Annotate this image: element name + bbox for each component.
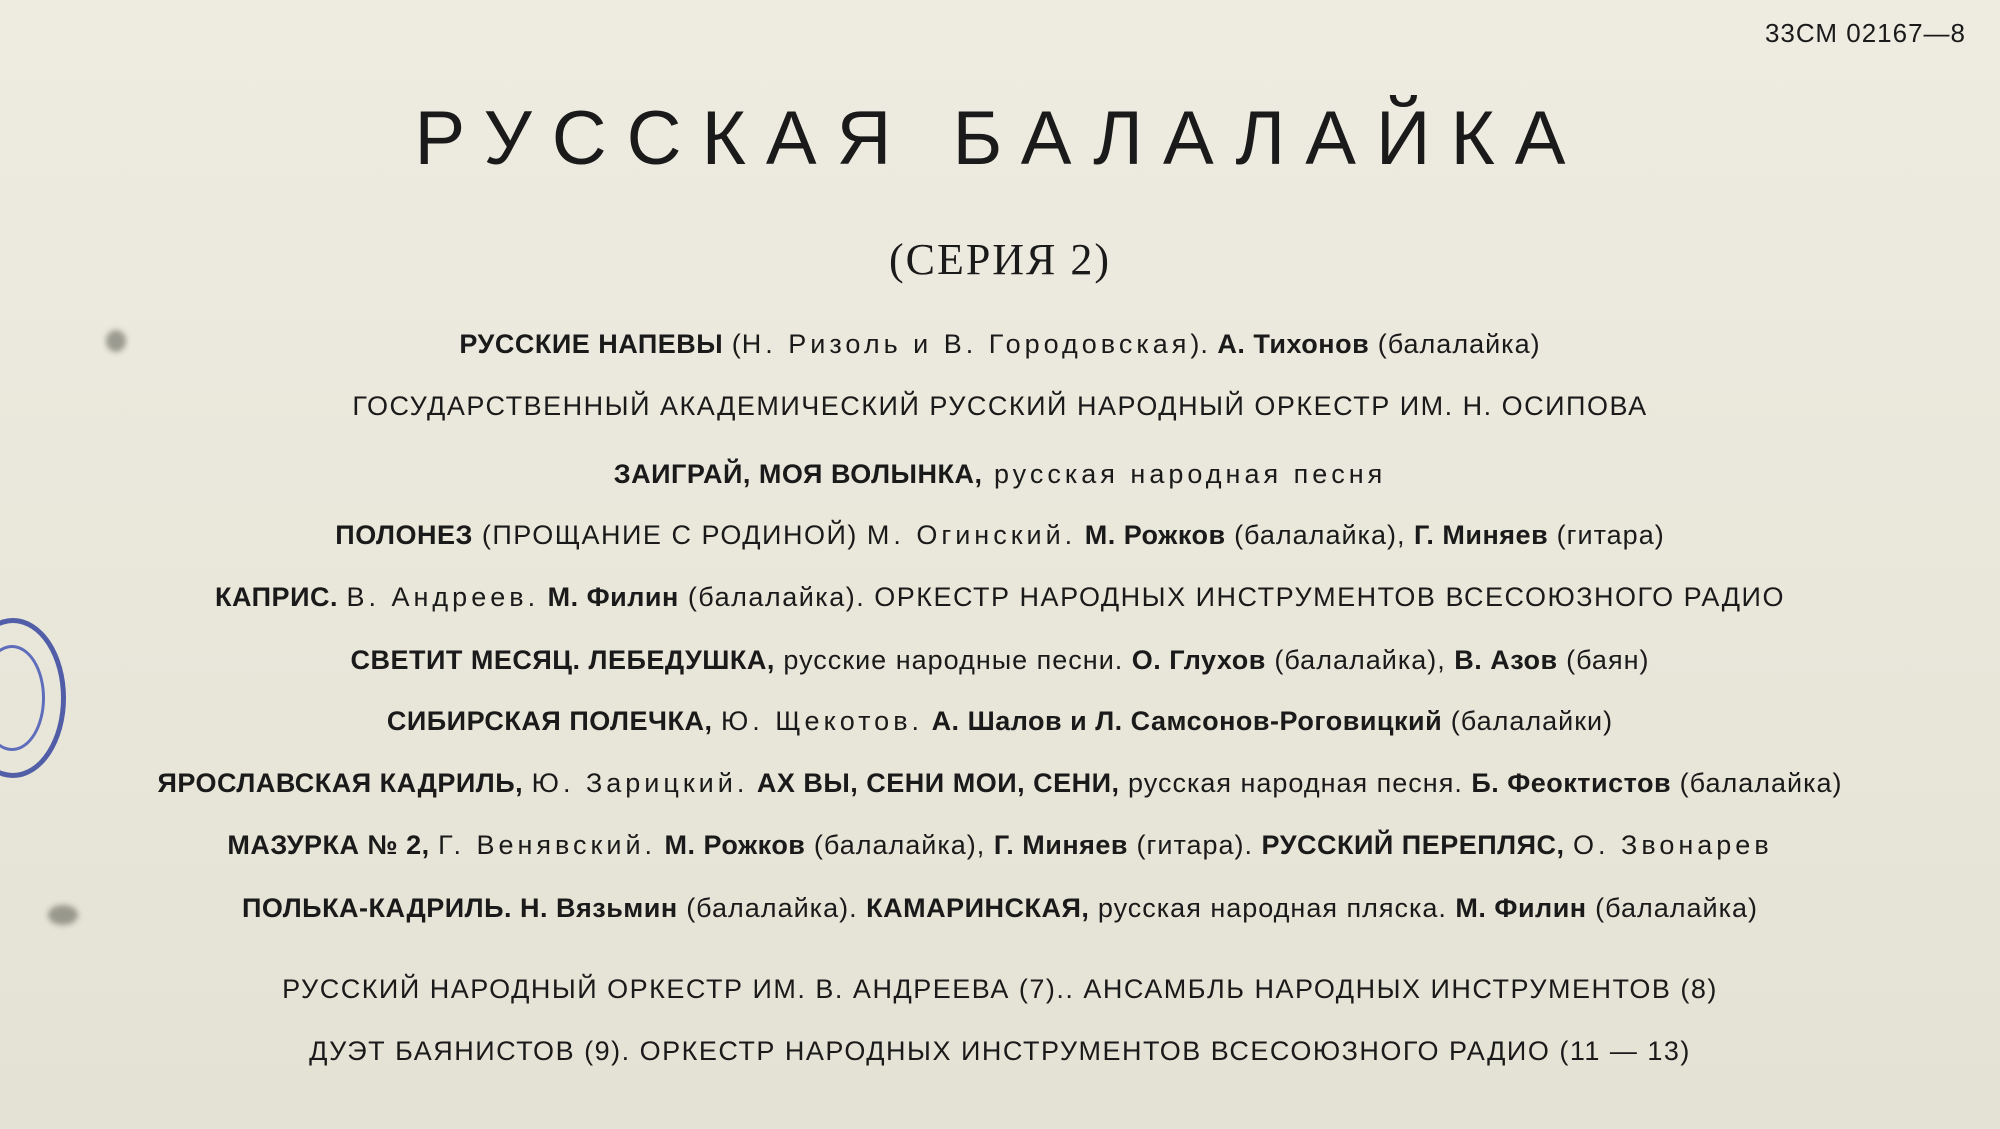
performer: М. Рожков [1084, 520, 1226, 550]
instrument: (баян) [1557, 645, 1650, 675]
genre: русская народная песня. [1119, 768, 1472, 798]
track-title: КАМАРИНСКАЯ, [866, 893, 1090, 923]
ensemble-credits: ДУЭТ БАЯНИСТОВ (9). ОРКЕСТР НАРОДНЫХ ИНСТРУМЕНТОВ ВСЕСОЮЗНОГО РАДИО (11 — 13) [309, 1036, 1691, 1066]
track-subtitle: (ПРОЩАНИЕ С РОДИНОЙ) [472, 520, 867, 550]
text-fragment [338, 582, 347, 612]
album-title: РУССКАЯ БАЛАЛАЙКА [414, 96, 1586, 181]
text-fragment [748, 768, 757, 798]
track-title: ПОЛЬКА-КАДРИЛЬ. Н. Вязьмин [241, 893, 678, 923]
performer: М. Рожков [664, 830, 806, 860]
performer: М. Филин [547, 582, 679, 612]
text-fragment [1564, 830, 1573, 860]
track-title: МАЗУРКА № 2, [227, 830, 430, 860]
album-subtitle: (СЕРИЯ 2) [888, 235, 1112, 284]
catalog-number: 33СМ 02167—8 [1764, 18, 1966, 48]
track-line-10 [0, 893, 2000, 924]
instrument: (балалайка), [805, 830, 994, 860]
composer: Г. Венявский. [438, 830, 657, 860]
instrument: (балалайка) [1369, 329, 1541, 359]
performer: А. Шалов и Л. Самсонов-Роговицкий [931, 706, 1443, 736]
instrument: (гитара). [1128, 830, 1262, 860]
composer: О. Звонарев [1573, 830, 1773, 860]
text-fragment [539, 582, 548, 612]
performer: Г. Миняев [993, 830, 1129, 860]
ensemble: ГОСУДАРСТВЕННЫЙ АКАДЕМИЧЕСКИЙ РУССКИЙ НАРОДНЫЙ ОРКЕСТР ИМ. Н. ОСИПОВА [352, 391, 1648, 421]
performer: Г. Миняев [1413, 520, 1549, 550]
instrument: (балалайка). [677, 893, 867, 923]
text-fragment [656, 830, 665, 860]
genre: русская народная пляска. [1089, 893, 1456, 923]
track-title: СВЕТИТ МЕСЯЦ. ЛЕБЕДУШКА, [350, 645, 775, 675]
text-fragment: ). [1190, 329, 1218, 359]
performer: М. Филин [1455, 893, 1587, 923]
stamp-mark [0, 618, 66, 778]
instrument: (балалайка) [1671, 768, 1843, 798]
text-fragment: ( [723, 329, 742, 359]
track-title: ЯРОСЛАВСКАЯ КАДРИЛЬ, [157, 768, 524, 798]
track-line-8 [0, 768, 2000, 799]
genre: русская народная песня [982, 459, 1387, 489]
performer: Б. Феоктистов [1471, 768, 1672, 798]
composer: Ю. Зарицкий. [531, 768, 749, 798]
composer: В. Андреев. [346, 582, 540, 612]
credits-line-2 [0, 1036, 2000, 1067]
instrument: (балалайка), [1225, 520, 1414, 550]
text-fragment [712, 706, 721, 736]
track-line-6 [0, 645, 2000, 676]
composer: Ю. Щекотов. [720, 706, 924, 736]
track-line-7 [0, 706, 2000, 737]
ensemble: (балалайка). ОРКЕСТР НАРОДНЫХ ИНСТРУМЕНТОВ ВСЕСОЮЗНОГО РАДИО [678, 582, 1785, 612]
track-title: СИБИРСКАЯ ПОЛЕЧКА, [386, 706, 713, 736]
text-fragment [923, 706, 932, 736]
track-line-4 [0, 520, 2000, 551]
instrument: (балалайка) [1586, 893, 1758, 923]
text-fragment [1076, 520, 1085, 550]
instrument: (гитара) [1548, 520, 1665, 550]
instrument: (балалайки) [1442, 706, 1614, 736]
performer: О. Глухов [1131, 645, 1266, 675]
text-fragment [523, 768, 532, 798]
track-title: РУССКИЕ НАПЕВЫ [459, 329, 724, 359]
track-title: РУССКИЙ ПЕРЕПЛЯС, [1261, 830, 1565, 860]
track-line-2 [0, 391, 2000, 422]
performer: А. Тихонов [1217, 329, 1370, 359]
track-title: АХ ВЫ, СЕНИ МОИ, СЕНИ, [756, 768, 1120, 798]
track-title: ЗАИГРАЙ, МОЯ ВОЛЫНКА, [613, 459, 983, 489]
track-line-5 [0, 582, 2000, 613]
track-title: КАПРИС. [215, 582, 338, 612]
track-line-3 [0, 459, 2000, 490]
performer: В. Азов [1454, 645, 1558, 675]
credits-line-1 [0, 974, 2000, 1005]
ensemble-credits: РУССКИЙ НАРОДНЫЙ ОРКЕСТР ИМ. В. АНДРЕЕВА (7).. АНСАМБЛЬ НАРОДНЫХ ИНСТРУМЕНТОВ (8) [282, 974, 1718, 1004]
instrument: (балалайка), [1265, 645, 1455, 675]
composer: М. Огинский. [866, 520, 1077, 550]
track-line-1 [0, 329, 2000, 360]
composer: Н. Ризоль и В. Городовская [741, 329, 1191, 359]
text-fragment [430, 830, 439, 860]
genre: русские народные песни. [774, 645, 1132, 675]
track-title: ПОЛОНЕЗ [335, 520, 473, 550]
track-line-9 [0, 830, 2000, 861]
